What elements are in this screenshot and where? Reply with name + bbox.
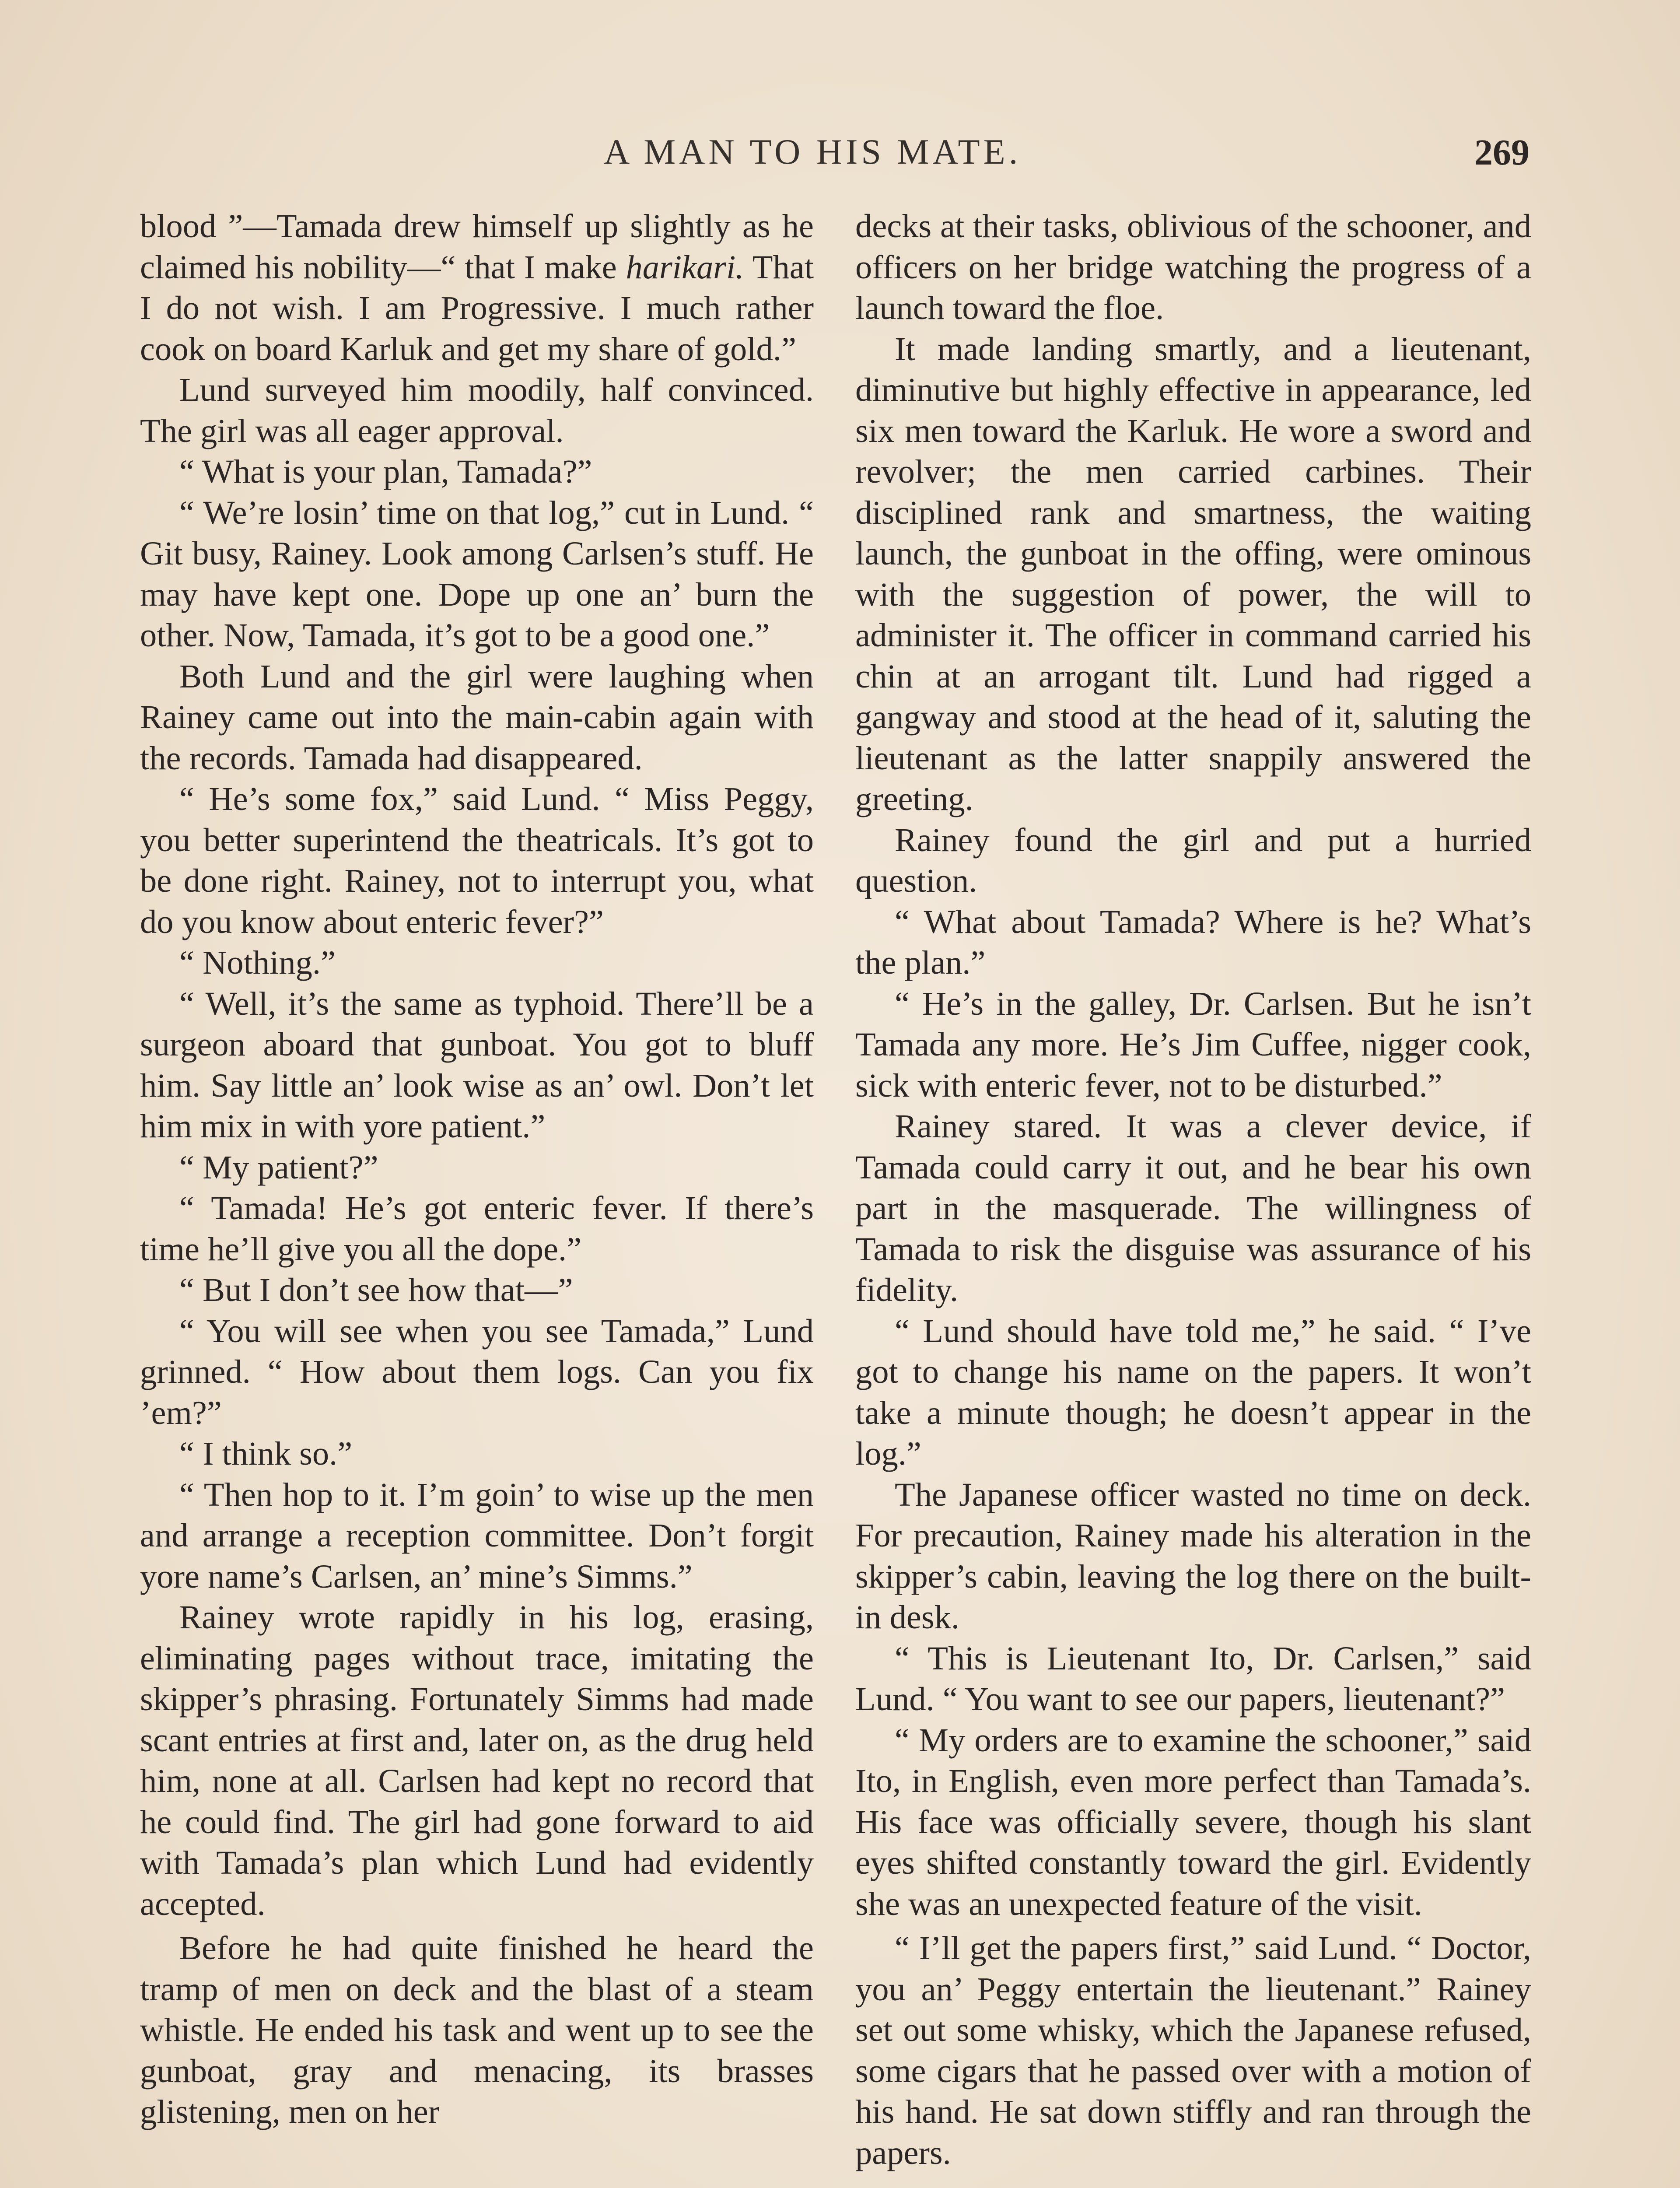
paragraph-text: “ Then hop to it. I’m goin’ to wise up the men and arrange a reception committee. Don’t forgit yore name’s Carlsen, an’ mine’s Simms.”: [140, 1476, 814, 1595]
right-text-column: [855, 206, 1531, 2173]
paragraph-text: “ My patient?”: [179, 1148, 378, 1186]
paragraph: [140, 1269, 814, 1311]
paragraph-text: Rainey stared. It was a clever device, if Tamada could carry it out, and he bear his own part in the masquerade. The willingness of Tamada to risk the disguise was assurance of his fidelity.: [855, 1108, 1531, 1308]
paragraph: [140, 1928, 814, 2132]
paragraph-text: blood ”—Tamada drew himself up slightly as he claimed his nobility—“ that I make: [140, 207, 814, 286]
paragraph: [855, 820, 1531, 901]
paragraph: [855, 206, 1531, 329]
paragraph: [140, 656, 814, 779]
italic-word: harikari.: [626, 248, 744, 286]
paragraph: [855, 1638, 1531, 1720]
paragraph: [140, 942, 814, 983]
paragraph-text: “ Tamada! He’s got enteric fever. If there’s time he’ll give you all the dope.”: [140, 1189, 814, 1268]
paragraph-text: That I do not wish. I am Progressive. I much rather cook on board Karluk and get my share of gold.”: [140, 248, 814, 368]
paragraph: [855, 983, 1531, 1106]
paragraph: [140, 1474, 814, 1597]
paragraph: [140, 1597, 814, 1924]
paragraph-text: Both Lund and the girl were laughing when Rainey came out into the main-cabin again with the records. Tamada had disappeared.: [140, 657, 814, 777]
paragraph-text: “ Well, it’s the same as typhoid. There’ll be a surgeon aboard that gunboat. You got to bluff him. Say little an’ look wise as an’ owl. Don’t let him mix in with yore patient.”: [140, 985, 814, 1145]
paragraph: [855, 1311, 1531, 1474]
paragraph-text: “ You will see when you see Tamada,” Lund grinned. “ How about them logs. Can you fix ’em?”: [140, 1312, 814, 1431]
paragraph: [140, 206, 814, 369]
paragraph-text: The Japanese officer wasted no time on deck. For precaution, Rainey made his alteration in the skipper’s cabin, leaving the log there on the built-in desk.: [855, 1476, 1531, 1636]
paragraph-text: “ But I don’t see how that—”: [179, 1271, 573, 1308]
page-header: [0, 118, 1680, 188]
paragraph-text: decks at their tasks, oblivious of the schooner, and officers on her bridge watching the progress of a launch toward the floe.: [855, 207, 1531, 326]
paragraph: [855, 329, 1531, 820]
paragraph: [140, 778, 814, 942]
paragraph: [140, 1311, 814, 1434]
paragraph-text: “ What is your plan, Tamada?”: [179, 453, 592, 490]
paragraph-text: “ This is Lieutenant Ito, Dr. Carlsen,” said Lund. “ You want to see our papers, lieutenant?”: [855, 1639, 1531, 1718]
paragraph-text: “ He’s some fox,” said Lund. “ Miss Peggy, you better superintend the theatricals. It’s got to be done right. Rainey, not to interrupt you, what do you know about enteric fever?”: [140, 780, 814, 940]
paragraph-text: “ We’re losin’ time on that log,” cut in Lund. “ Git busy, Rainey. Look among Carlsen’s stuff. He may have kept one. Dope up one an’ burn the other. Now, Tamada, it’s got to be a good one.”: [140, 494, 814, 654]
paragraph-text: It made landing smartly, and a lieutenant, diminutive but highly effective in appearance, led six men toward the Karluk. He wore a sword and revolver; the men carried carbines. Their disciplined rank and smartness, the waiting launch, the gunboat in the offing, were ominous with the suggestion of power, the will to administer it. The officer in command carried his chin at an arrogant tilt. Lund had rigged a gangway and stood at the head of it, saluting the lieutenant as the latter snappily answered the greeting.: [855, 330, 1531, 817]
paragraph-text: “ I think so.”: [179, 1435, 353, 1472]
running-title: A MAN TO HIS MATE.: [604, 132, 1022, 172]
page-number: 269: [1474, 132, 1530, 173]
paragraph-text: Lund surveyed him moodily, half convinced. The girl was all eager approval.: [140, 371, 814, 449]
paragraph: [855, 1106, 1531, 1311]
paragraph: [140, 983, 814, 1147]
paragraph-text: “ My orders are to examine the schooner,” said Ito, in English, even more perfect than Tamada’s. His face was officially severe, though his slant eyes shifted constantly toward the girl. Evidently she was an unexpected feature of the visit.: [855, 1721, 1531, 1922]
paragraph: [855, 1928, 1531, 2173]
left-text-column: [140, 206, 814, 2132]
paragraph-text: “ I’ll get the papers first,” said Lund. “ Doctor, you an’ Peggy entertain the lieutenant.” Rainey set out some whisky, which the Japanese refused, some cigars that he passed over with a motion of his hand. He sat down stiffly and ran through the papers.: [855, 1929, 1531, 2171]
paragraph-text: Rainey wrote rapidly in his log, erasing, eliminating pages without trace, imitating the skipper’s phrasing. Fortunately Simms had made scant entries at first and, later on, as the drug held him, none at all. Carlsen had kept no record that he could find. The girl had gone forward to aid with Tamada’s plan which Lund had evidently accepted.: [140, 1599, 814, 1922]
paragraph: [140, 1147, 814, 1188]
paragraph: [855, 1474, 1531, 1638]
paragraph-text: “ He’s in the galley, Dr. Carlsen. But he isn’t Tamada any more. He’s Jim Cuffee, nigger cook, sick with enteric fever, not to be disturbed.”: [855, 985, 1531, 1104]
paragraph: [140, 1433, 814, 1474]
paragraph: [855, 901, 1531, 983]
paragraph: [140, 369, 814, 451]
paragraph-text: “ What about Tamada? Where is he? What’s the plan.”: [855, 903, 1531, 981]
paragraph: [140, 1188, 814, 1269]
paragraph: [140, 492, 814, 656]
paragraph-text: “ Lund should have told me,” he said. “ I’ve got to change his name on the papers. It won’t take a minute though; he doesn’t appear in the log.”: [855, 1312, 1531, 1472]
paragraph: [855, 1720, 1531, 1925]
paragraph-text: Rainey found the girl and put a hurried question.: [855, 821, 1531, 899]
paragraph: [140, 451, 814, 492]
paragraph-text: “ Nothing.”: [179, 944, 336, 981]
paragraph-text: Before he had quite finished he heard the tramp of men on deck and the blast of a steam whistle. He ended his task and went up to see the gunboat, gray and menacing, its brasses glistening, men on her: [140, 1929, 814, 2130]
